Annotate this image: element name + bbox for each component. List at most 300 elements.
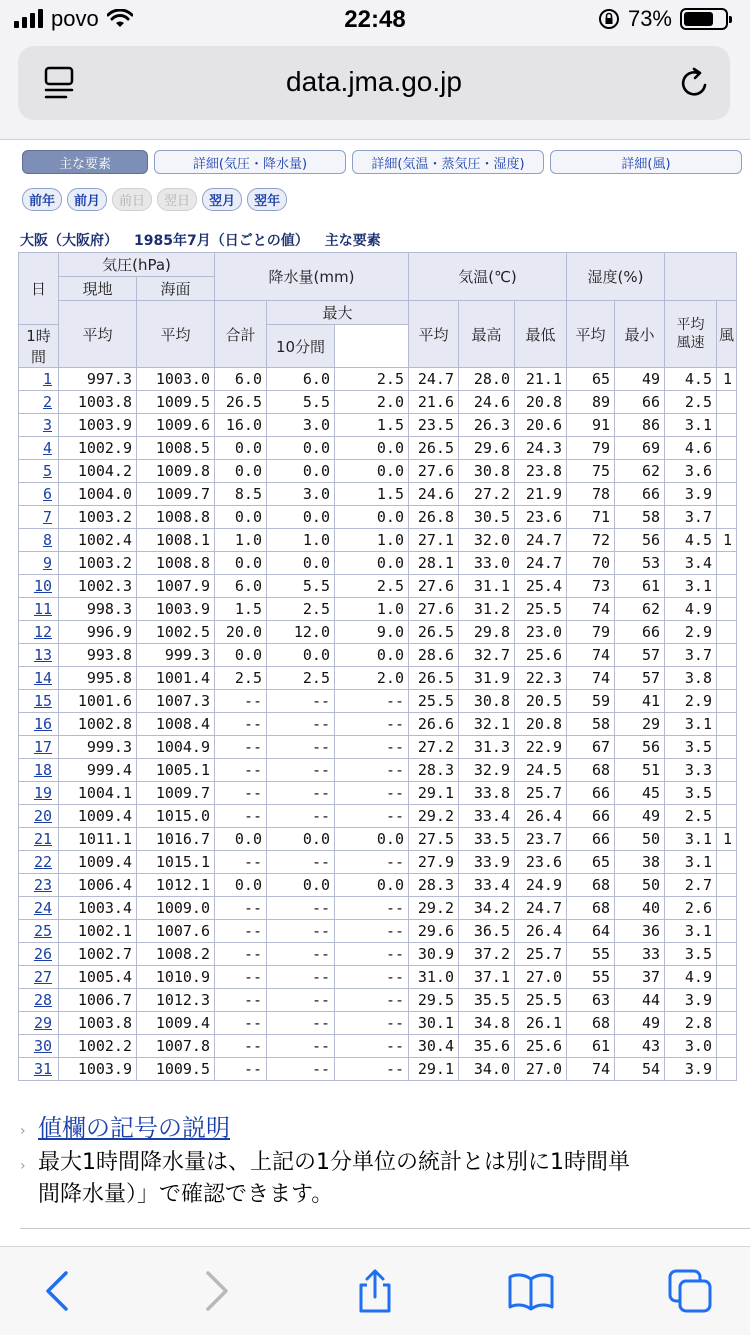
data-cell: 1009.4 (59, 805, 137, 828)
day-link[interactable]: 5 (42, 462, 52, 480)
data-cell: 1003.2 (59, 552, 137, 575)
header-humid-min: 最小 (615, 301, 665, 368)
data-cell: 57 (615, 667, 665, 690)
tab-detail-temp-humidity[interactable]: 詳細(気温・蒸気圧・湿度) (352, 150, 544, 174)
data-cell: 66 (615, 483, 665, 506)
prev-year-button[interactable]: 前年 (22, 188, 62, 211)
day-link[interactable]: 22 (33, 853, 52, 871)
data-cell: 26.6 (409, 713, 459, 736)
data-cell: 1009.8 (137, 460, 215, 483)
station-name: 大阪（大阪府） (20, 233, 118, 249)
data-cell: 74 (567, 1058, 615, 1081)
day-link[interactable]: 16 (33, 715, 52, 733)
data-cell: 25.7 (515, 943, 567, 966)
data-cell: -- (335, 1012, 409, 1035)
url-text[interactable]: data.jma.go.jp (286, 66, 462, 97)
element-label: 主な要素 (324, 233, 381, 249)
data-cell (717, 483, 737, 506)
data-cell: 25.4 (515, 575, 567, 598)
data-cell (717, 575, 737, 598)
data-cell: 31.0 (409, 966, 459, 989)
data-cell: -- (335, 989, 409, 1012)
day-link[interactable]: 13 (33, 646, 52, 664)
data-cell: -- (267, 897, 335, 920)
data-cell: 66 (615, 621, 665, 644)
data-cell: 29.5 (409, 989, 459, 1012)
data-cell: 59 (567, 690, 615, 713)
data-cell: 25.5 (409, 690, 459, 713)
data-cell: 4.5 (665, 368, 717, 391)
data-cell: -- (335, 966, 409, 989)
data-cell: 3.3 (665, 759, 717, 782)
data-cell: 997.3 (59, 368, 137, 391)
day-link[interactable]: 28 (33, 991, 52, 1009)
table-row (19, 782, 737, 805)
data-cell (717, 460, 737, 483)
data-cell: 24.6 (459, 391, 515, 414)
data-cell: 2.5 (267, 598, 335, 621)
data-cell: 999.4 (59, 759, 137, 782)
data-cell: 995.8 (59, 667, 137, 690)
data-cell: 1004.9 (137, 736, 215, 759)
data-cell: 75 (567, 460, 615, 483)
table-body (19, 368, 737, 1081)
data-cell: 1004.0 (59, 483, 137, 506)
table-row (19, 437, 737, 460)
period-label: 1985年7月（日ごとの値） (134, 233, 309, 249)
data-cell: 33.5 (459, 828, 515, 851)
data-cell: 1008.4 (137, 713, 215, 736)
data-cell: 24.7 (515, 897, 567, 920)
day-link[interactable]: 11 (33, 600, 52, 618)
data-cell: 1 (717, 368, 737, 391)
data-cell: 1009.0 (137, 897, 215, 920)
table-row (19, 575, 737, 598)
data-cell (717, 621, 737, 644)
data-cell: 1008.5 (137, 437, 215, 460)
back-icon[interactable] (34, 1269, 84, 1313)
data-cell: 49 (615, 368, 665, 391)
data-cell: 23.7 (515, 828, 567, 851)
data-cell: 86 (615, 414, 665, 437)
day-link[interactable]: 29 (33, 1014, 52, 1032)
data-cell: 0.0 (215, 552, 267, 575)
data-cell (717, 897, 737, 920)
day-cell (19, 920, 59, 943)
data-cell: 32.7 (459, 644, 515, 667)
day-cell (19, 552, 59, 575)
tab-main-elements[interactable]: 主な要素 (22, 150, 148, 174)
data-cell: 2.5 (335, 368, 409, 391)
data-cell: 26.5 (409, 437, 459, 460)
data-cell: 24.6 (409, 483, 459, 506)
data-cell: 0.0 (335, 552, 409, 575)
web-content (0, 139, 750, 1247)
day-cell (19, 598, 59, 621)
data-cell: 61 (615, 575, 665, 598)
data-cell: -- (215, 920, 267, 943)
data-cell: 2.5 (665, 805, 717, 828)
data-cell: -- (335, 805, 409, 828)
data-cell: 89 (567, 391, 615, 414)
data-cell: 1005.1 (137, 759, 215, 782)
header-station-pressure: 現地 (59, 277, 137, 301)
data-cell: 1012.1 (137, 874, 215, 897)
data-cell: 20.8 (515, 713, 567, 736)
data-cell: 1015.0 (137, 805, 215, 828)
data-cell: -- (267, 966, 335, 989)
data-cell (717, 1035, 737, 1058)
day-link[interactable]: 21 (33, 830, 52, 848)
data-cell: -- (335, 759, 409, 782)
day-cell (19, 483, 59, 506)
day-link[interactable]: 9 (42, 554, 52, 572)
data-cell: 1012.3 (137, 989, 215, 1012)
data-cell: 29 (615, 713, 665, 736)
data-cell: 1003.9 (137, 598, 215, 621)
day-link[interactable]: 15 (33, 692, 52, 710)
data-cell (717, 690, 737, 713)
symbols-explanation-link[interactable]: 値欄の記号の説明 (38, 1114, 230, 1142)
data-cell (717, 851, 737, 874)
table-row (19, 805, 737, 828)
day-link[interactable]: 12 (33, 623, 52, 641)
data-cell: 62 (615, 460, 665, 483)
day-cell (19, 667, 59, 690)
data-cell: 58 (615, 506, 665, 529)
data-cell: 993.8 (59, 644, 137, 667)
data-cell: 16.0 (215, 414, 267, 437)
data-cell (717, 805, 737, 828)
data-cell (717, 414, 737, 437)
day-link[interactable]: 31 (33, 1060, 52, 1078)
data-cell: 0.0 (267, 437, 335, 460)
day-link[interactable]: 14 (33, 669, 52, 687)
share-icon[interactable] (350, 1269, 400, 1313)
data-cell: 22.3 (515, 667, 567, 690)
data-cell: -- (267, 989, 335, 1012)
table-row (19, 1012, 737, 1035)
header-precip-1h: 1時間 (19, 325, 59, 368)
data-cell: 27.2 (409, 736, 459, 759)
element-tabs (22, 150, 742, 174)
data-cell: 2.0 (335, 391, 409, 414)
data-cell: 29.6 (409, 920, 459, 943)
data-cell: 68 (567, 759, 615, 782)
data-cell: 1007.9 (137, 575, 215, 598)
data-cell: 29.1 (409, 1058, 459, 1081)
data-cell: 2.5 (215, 667, 267, 690)
data-cell: -- (215, 690, 267, 713)
data-cell: 0.0 (335, 828, 409, 851)
data-cell: 20.5 (515, 690, 567, 713)
data-cell: 0.0 (267, 644, 335, 667)
day-cell (19, 736, 59, 759)
forward-icon (190, 1269, 240, 1313)
day-link[interactable]: 20 (33, 807, 52, 825)
day-cell (19, 989, 59, 1012)
next-month-button[interactable]: 翌月 (202, 188, 242, 211)
orientation-lock-icon (598, 8, 620, 30)
table-row (19, 966, 737, 989)
day-link[interactable]: 3 (42, 416, 52, 434)
day-link[interactable]: 25 (33, 922, 52, 940)
data-cell: 1010.9 (137, 966, 215, 989)
data-cell (717, 966, 737, 989)
day-link[interactable]: 27 (33, 968, 52, 986)
data-cell: 2.5 (665, 391, 717, 414)
data-cell: 91 (567, 414, 615, 437)
data-cell: 12.0 (267, 621, 335, 644)
data-cell: -- (335, 1058, 409, 1081)
table-row (19, 920, 737, 943)
note-symbols (20, 1112, 750, 1147)
reload-icon[interactable] (678, 66, 712, 100)
data-cell: 8.5 (215, 483, 267, 506)
data-cell: -- (267, 920, 335, 943)
data-cell: 2.9 (665, 690, 717, 713)
data-cell: 33.8 (459, 782, 515, 805)
data-cell: 24.5 (515, 759, 567, 782)
data-cell: 29.8 (459, 621, 515, 644)
data-cell: 28.3 (409, 874, 459, 897)
battery-level (684, 12, 713, 26)
header-precip-max: 最大 (267, 301, 409, 325)
table-row (19, 368, 737, 391)
day-link[interactable]: 24 (33, 899, 52, 917)
day-link[interactable]: 19 (33, 784, 52, 802)
data-cell: 54 (615, 1058, 665, 1081)
data-cell: 1008.1 (137, 529, 215, 552)
data-cell: 26.3 (459, 414, 515, 437)
data-cell: -- (335, 897, 409, 920)
data-cell: -- (335, 851, 409, 874)
day-cell (19, 874, 59, 897)
data-cell: -- (267, 1035, 335, 1058)
table-row (19, 851, 737, 874)
data-cell: 49 (615, 805, 665, 828)
data-cell: -- (267, 759, 335, 782)
header-precipitation: 降水量(mm) (215, 253, 409, 301)
header-wind-cut: 風 (717, 301, 737, 368)
data-cell: 1009.7 (137, 483, 215, 506)
data-cell: -- (267, 851, 335, 874)
day-link[interactable]: 26 (33, 945, 52, 963)
data-cell: 26.5 (215, 391, 267, 414)
data-cell: 1 (717, 529, 737, 552)
date-navigation (22, 188, 287, 211)
day-link[interactable]: 30 (33, 1037, 52, 1055)
data-cell: 32.1 (459, 713, 515, 736)
table-row (19, 621, 737, 644)
tabs-icon[interactable] (666, 1269, 716, 1313)
data-cell: 3.9 (665, 989, 717, 1012)
status-right (598, 6, 728, 32)
data-cell: 28.6 (409, 644, 459, 667)
data-cell: 31.2 (459, 598, 515, 621)
day-cell (19, 943, 59, 966)
data-cell: 68 (567, 1012, 615, 1035)
data-cell: 79 (567, 437, 615, 460)
table-row (19, 713, 737, 736)
table-row (19, 506, 737, 529)
header-wind-avg-speed (665, 301, 717, 368)
data-cell: 36.5 (459, 920, 515, 943)
data-cell: 41 (615, 690, 665, 713)
data-cell: 1009.5 (137, 391, 215, 414)
data-cell: 28.3 (409, 759, 459, 782)
data-cell: 1006.7 (59, 989, 137, 1012)
day-link[interactable]: 6 (42, 485, 52, 503)
data-cell: 24.7 (515, 552, 567, 575)
day-cell (19, 759, 59, 782)
day-link[interactable]: 4 (42, 439, 52, 457)
table-row (19, 736, 737, 759)
day-cell (19, 828, 59, 851)
header-temp-avg: 平均 (409, 301, 459, 368)
data-cell: -- (215, 1058, 267, 1081)
data-cell: 49 (615, 1012, 665, 1035)
day-link[interactable]: 18 (33, 761, 52, 779)
data-cell: 1002.3 (59, 575, 137, 598)
data-cell: 1.0 (215, 529, 267, 552)
data-cell: 65 (567, 851, 615, 874)
tab-detail-wind[interactable]: 詳細(風) (550, 150, 742, 174)
data-cell: 6.0 (267, 368, 335, 391)
day-cell (19, 966, 59, 989)
data-cell: 72 (567, 529, 615, 552)
data-cell: -- (215, 1012, 267, 1035)
data-cell: -- (267, 690, 335, 713)
data-cell: 25.7 (515, 782, 567, 805)
bookmarks-icon[interactable] (506, 1269, 556, 1313)
carrier-name: povo (51, 6, 99, 31)
table-row (19, 897, 737, 920)
data-cell: 51 (615, 759, 665, 782)
note-max-hourly (20, 1147, 750, 1211)
data-cell: 37.2 (459, 943, 515, 966)
data-cell: 1.0 (267, 529, 335, 552)
data-cell: -- (335, 713, 409, 736)
data-cell (717, 1012, 737, 1035)
table-row (19, 667, 737, 690)
data-cell: 50 (615, 828, 665, 851)
data-cell: 66 (567, 805, 615, 828)
data-cell: 0.0 (267, 874, 335, 897)
day-cell (19, 1012, 59, 1035)
data-cell: 4.6 (665, 437, 717, 460)
prev-day-button: 前日 (112, 188, 152, 211)
data-cell: 30.8 (459, 690, 515, 713)
data-cell: 3.5 (665, 943, 717, 966)
data-cell: 55 (567, 943, 615, 966)
data-cell: -- (267, 736, 335, 759)
data-cell: -- (267, 1012, 335, 1035)
header-precip-10m: 10分間 (267, 325, 335, 368)
day-cell (19, 644, 59, 667)
data-cell: 1002.5 (137, 621, 215, 644)
data-cell: 9.0 (335, 621, 409, 644)
tab-detail-pressure-precip[interactable]: 詳細(気圧・降水量) (154, 150, 346, 174)
data-cell: 1002.4 (59, 529, 137, 552)
data-cell: 74 (567, 644, 615, 667)
data-cell: 3.0 (267, 483, 335, 506)
data-cell: 996.9 (59, 621, 137, 644)
data-cell: -- (215, 736, 267, 759)
data-cell: -- (335, 943, 409, 966)
address-bar[interactable] (18, 46, 730, 120)
data-cell: 25.6 (515, 1035, 567, 1058)
data-cell: 3.7 (665, 644, 717, 667)
data-cell: 0.0 (267, 552, 335, 575)
day-link[interactable]: 23 (33, 876, 52, 894)
header-pressure: 気圧(hPa) (59, 253, 215, 277)
header-wind-group (665, 253, 737, 301)
prev-month-button[interactable]: 前月 (67, 188, 107, 211)
battery-percent: 73% (627, 6, 672, 31)
data-cell: 27.6 (409, 598, 459, 621)
data-cell: 32.0 (459, 529, 515, 552)
data-cell: 31.1 (459, 575, 515, 598)
data-cell (717, 736, 737, 759)
data-cell: 58 (567, 713, 615, 736)
data-cell: 1011.1 (59, 828, 137, 851)
data-cell: 2.0 (335, 667, 409, 690)
day-link[interactable]: 1 (42, 370, 52, 388)
data-cell: 0.0 (215, 506, 267, 529)
day-cell (19, 713, 59, 736)
data-cell: 70 (567, 552, 615, 575)
data-cell: 6.0 (215, 575, 267, 598)
next-day-button: 翌日 (157, 188, 197, 211)
data-cell: 0.0 (335, 460, 409, 483)
data-cell: 3.7 (665, 506, 717, 529)
data-cell: 0.0 (335, 644, 409, 667)
data-cell: 0.0 (215, 460, 267, 483)
day-link[interactable]: 2 (42, 393, 52, 411)
day-cell (19, 1035, 59, 1058)
data-cell: 1002.9 (59, 437, 137, 460)
footnotes (20, 1112, 750, 1211)
day-link[interactable]: 8 (42, 531, 52, 549)
data-cell (717, 598, 737, 621)
data-cell: 28.1 (409, 552, 459, 575)
data-cell: 5.5 (267, 575, 335, 598)
data-cell: -- (215, 1035, 267, 1058)
day-cell (19, 460, 59, 483)
data-cell: -- (215, 943, 267, 966)
data-cell: -- (267, 713, 335, 736)
day-link[interactable]: 10 (33, 577, 52, 595)
data-cell: 3.1 (665, 575, 717, 598)
day-link[interactable]: 17 (33, 738, 52, 756)
data-cell: 0.0 (335, 437, 409, 460)
note-text (38, 1147, 630, 1211)
note-line-2: 間降水量）」で確認できます。 (38, 1182, 334, 1207)
data-cell: 29.2 (409, 897, 459, 920)
day-link[interactable]: 7 (42, 508, 52, 526)
data-cell: 50 (615, 874, 665, 897)
data-cell: 22.9 (515, 736, 567, 759)
data-cell: 40 (615, 897, 665, 920)
data-cell: 28.0 (459, 368, 515, 391)
day-cell (19, 782, 59, 805)
data-cell: 1006.4 (59, 874, 137, 897)
next-year-button[interactable]: 翌年 (247, 188, 287, 211)
data-cell: 999.3 (59, 736, 137, 759)
day-cell (19, 575, 59, 598)
table-row (19, 1035, 737, 1058)
